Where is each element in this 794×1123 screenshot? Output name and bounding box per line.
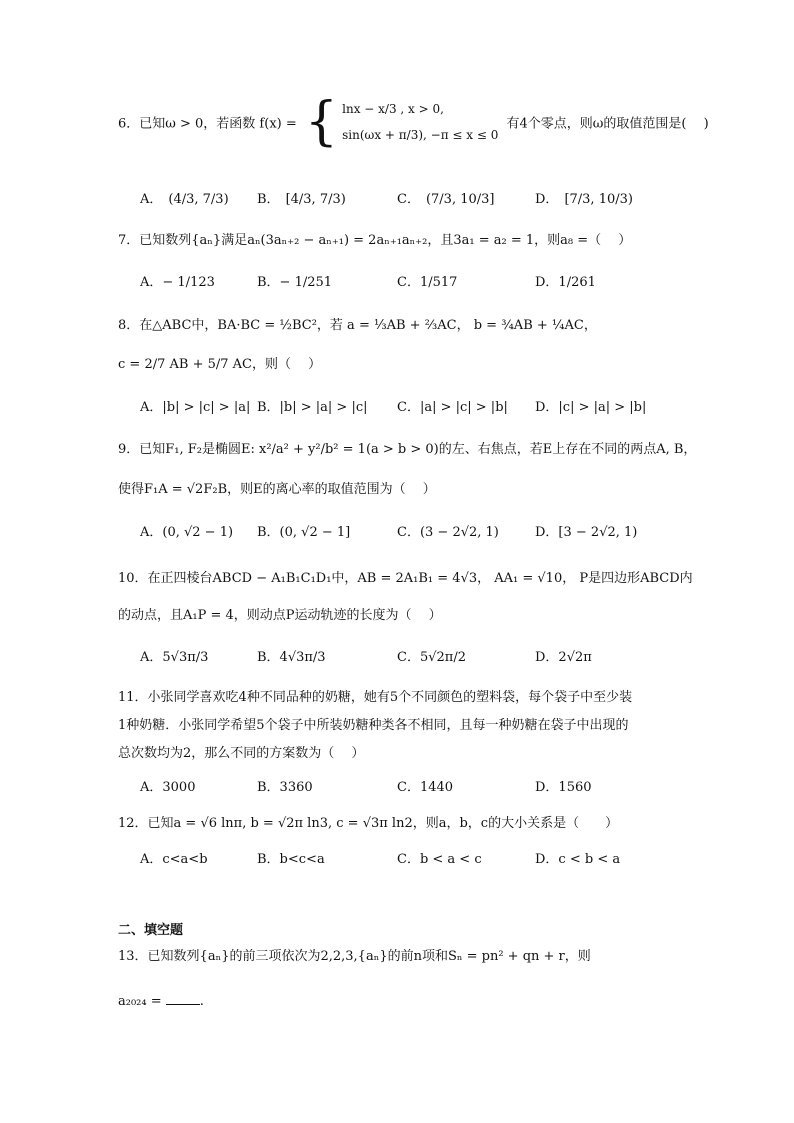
- q10-option-b[interactable]: B．4√3π/3: [257, 650, 326, 665]
- q7-option-b[interactable]: B．− 1/251: [257, 275, 333, 290]
- question-11-line2: 1种奶糖．小张同学希望5个袋子中所装奶糖种类各不相同，且每一种奶糖在袋子中出现的: [118, 718, 629, 733]
- question-10-line2: 的动点，且A₁P = 4，则动点P运动轨迹的长度为（ ）: [118, 608, 442, 623]
- q9-option-b[interactable]: B．(0, √2 − 1]: [257, 525, 351, 540]
- q7-option-a[interactable]: A．− 1/123: [140, 275, 215, 290]
- question-13-line2: a₂₀₂₄ = .: [118, 994, 204, 1009]
- q13-lhs: a₂₀₂₄ =: [118, 994, 162, 1009]
- question-7: 7．已知数列{aₙ}满足aₙ(3aₙ₊₂ − aₙ₊₁) = 2aₙ₊₁aₙ₊₂，且3a₁ = a₂ = 1，则a₈ =（ ）: [118, 233, 632, 248]
- question-9-line2: 使得F₁A = √2F₂B，则E的离心率的取值范围为（ ）: [118, 482, 436, 497]
- q8-option-b[interactable]: B．|b| > |a| > |c|: [257, 400, 368, 415]
- q10-option-d[interactable]: D．2√2π: [535, 650, 592, 665]
- question-13-line1: 13．已知数列{aₙ}的前三项依次为2,2,3,{aₙ}的前n项和Sₙ = pn² + qn + r，则: [118, 949, 591, 964]
- question-8-line1: 8．在△ABC中，BA·BC = ½BC²，若 a = ⅓AB + ⅔AC， b = ¾AB + ¼AC，: [118, 318, 597, 333]
- q11-option-b[interactable]: B．3360: [257, 780, 313, 795]
- q6-suffix: 有4个零点，则ω的取值范围是( ): [506, 116, 709, 132]
- question-11-line1: 11．小张同学喜欢吃4种不同品种的奶糖，她有5个不同颜色的塑料袋，每个袋子中至少装: [118, 690, 633, 705]
- question-6: [118, 92, 709, 176]
- q6-option-b[interactable]: B． [4/3, 7/3): [257, 192, 346, 207]
- q10-option-a[interactable]: A．5√3π/3: [140, 650, 209, 665]
- q6-case1: lnx − x/3 , x > 0,: [342, 102, 444, 116]
- q8-option-c[interactable]: C．|a| > |c| > |b|: [397, 400, 508, 415]
- q11-option-a[interactable]: A．3000: [140, 780, 196, 795]
- q11-option-d[interactable]: D．1560: [535, 780, 592, 795]
- question-9-line1: 9．已知F₁, F₂是椭圆E: x²/a² + y²/b² = 1(a > b > 0)的左、右焦点，若E上存在不同的两点A, B，: [118, 442, 697, 457]
- question-8-line2: c = 2/7 AB + 5/7 AC，则（ ）: [118, 357, 322, 372]
- q9-option-d[interactable]: D．[3 − 2√2, 1): [535, 525, 638, 540]
- q9-option-c[interactable]: C．(3 − 2√2, 1): [397, 525, 499, 540]
- q7-options: [140, 268, 660, 298]
- q6-case2: sin(ωx + π/3), −π ≤ x ≤ 0: [342, 128, 499, 142]
- q12-option-a[interactable]: A．c<a<b: [140, 852, 208, 867]
- question-11-line3: 总次数均为2，那么不同的方案数为（ ）: [118, 746, 365, 761]
- q11-option-c[interactable]: C．1440: [397, 780, 454, 795]
- q12-options: [140, 845, 660, 875]
- question-10-line1: 10．在正四棱台ABCD − A₁B₁C₁D₁中，AB = 2A₁B₁ = 4√3， AA₁ = √10， P是四边形ABCD内: [118, 571, 693, 586]
- q6-piecewise: [304, 92, 499, 152]
- q6-prefix: 6．已知ω > 0，若函数 f(x) =: [118, 116, 297, 132]
- q12-option-d[interactable]: D．c < b < a: [535, 852, 621, 867]
- q8-option-d[interactable]: D．|c| > |a| > |b|: [535, 400, 647, 415]
- q6-option-c[interactable]: C． (7/3, 10/3]: [397, 192, 495, 207]
- q7-option-d[interactable]: D．1/261: [535, 275, 596, 290]
- q9-options: [140, 518, 660, 548]
- question-12: 12．已知a = √6 lnπ, b = √2π ln3, c = √3π ln2，则a，b，c的大小关系是（ ）: [118, 816, 619, 831]
- section-heading-fill-in: 二、填空题: [118, 923, 184, 938]
- q11-options: [140, 773, 660, 803]
- q12-option-b[interactable]: B．b<c<a: [257, 852, 325, 867]
- q6-options: [140, 185, 660, 215]
- q10-options: [140, 643, 660, 673]
- q8-option-a[interactable]: A．|b| > |c| > |a|: [140, 400, 251, 415]
- q12-option-c[interactable]: C．b < a < c: [397, 852, 482, 867]
- q9-option-a[interactable]: A．(0, √2 − 1): [140, 525, 234, 540]
- answer-blank[interactable]: [166, 992, 200, 1005]
- brace-icon: {: [304, 92, 338, 152]
- q8-options: [140, 393, 660, 423]
- q7-option-c[interactable]: C．1/517: [397, 275, 458, 290]
- q6-option-a[interactable]: A． (4/3, 7/3): [140, 192, 229, 207]
- q10-option-c[interactable]: C．5√2π/2: [397, 650, 466, 665]
- q6-option-d[interactable]: D． [7/3, 10/3): [535, 192, 633, 207]
